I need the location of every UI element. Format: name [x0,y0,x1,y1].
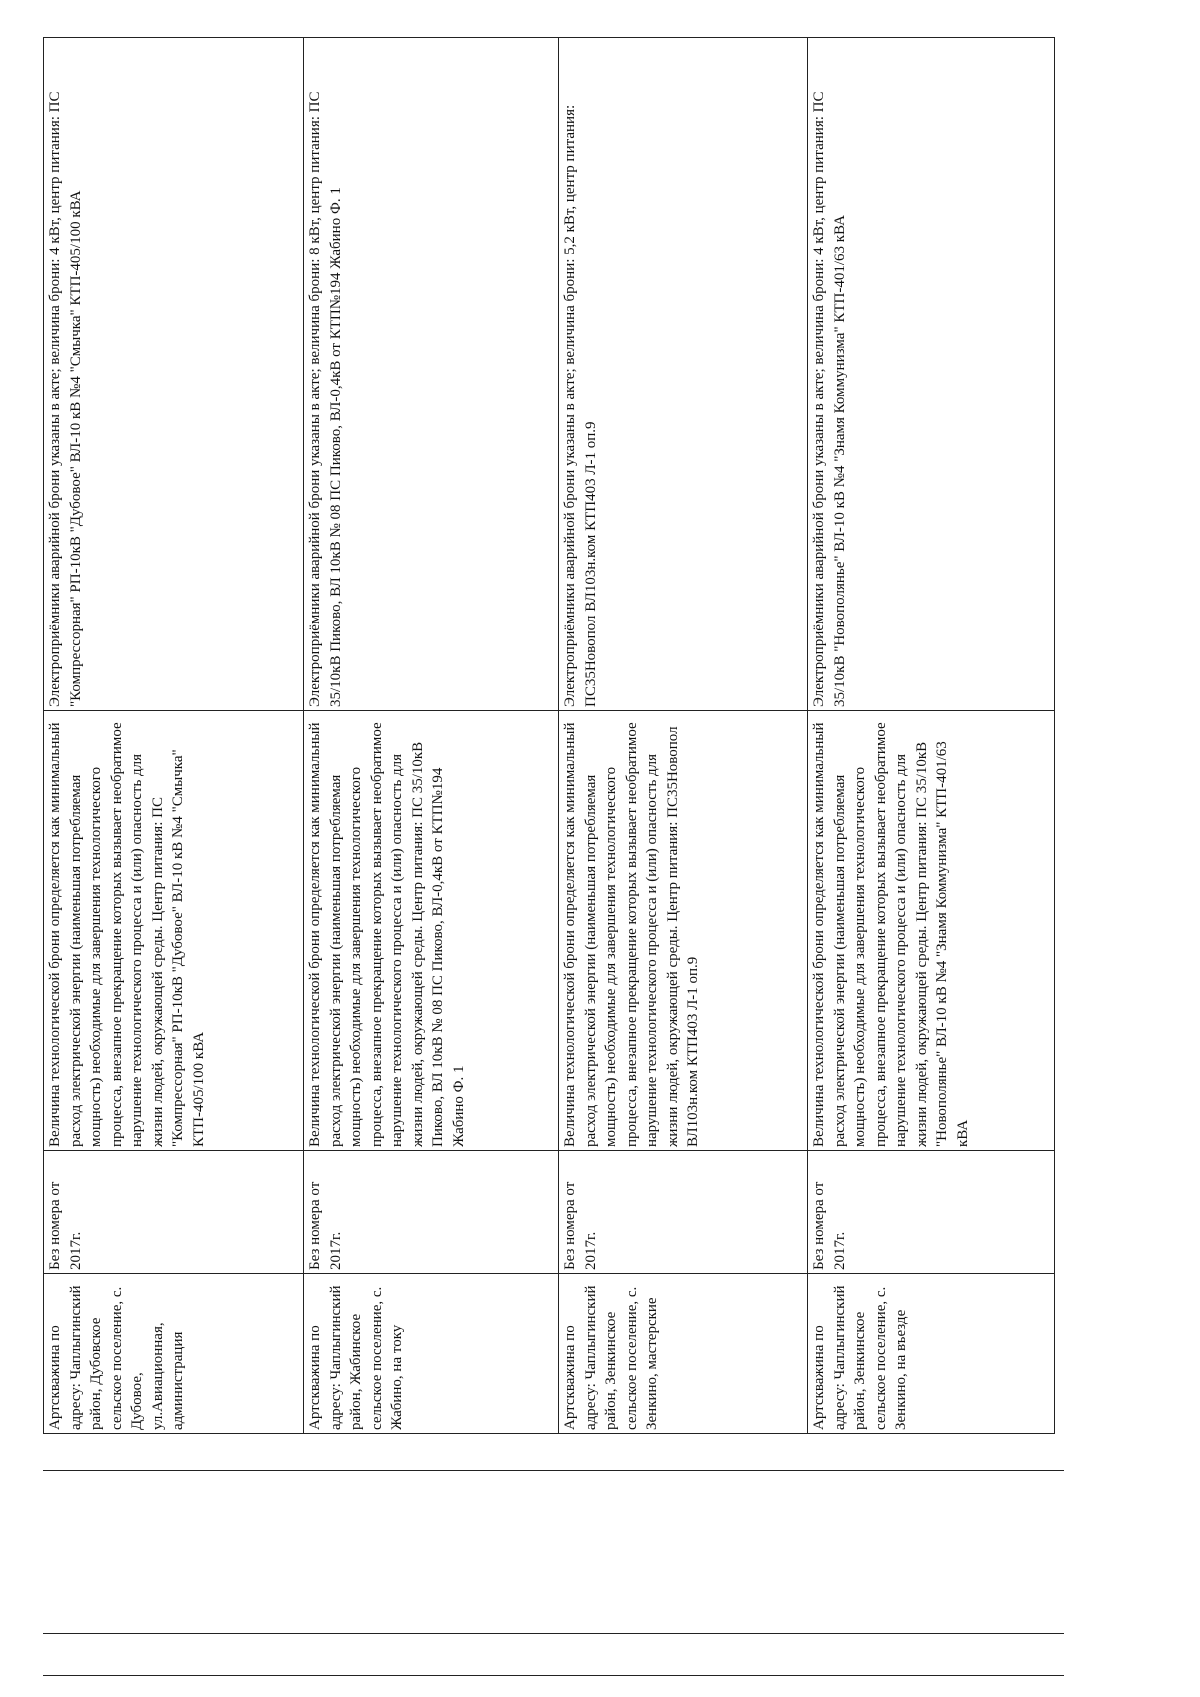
rotated-page [43,38,1063,1434]
document-cell: Без номера от 2017г. [559,1151,808,1274]
document-cell: Без номера от 2017г. [304,1151,559,1274]
table-row [808,38,1055,1434]
object-cell: Артскважина по адресу: Чаплыгинский район, Зенкинское сельское поселение, с. Зенкино, на въезде [808,1274,1055,1434]
horizontal-rule [43,1675,1064,1676]
horizontal-rule [43,1633,1064,1634]
table-row [44,38,304,1434]
emergency-reserve-cell: Электроприёмники аварийной брони указаны в акте; величина брони: 4 кВт, центр питания: ПС "Компрессорная" РП-10кВ "Дубовое" ВЛ-10 кВ №4 "Смычка" КТП-405/100 кВА [44,38,304,711]
object-cell: Артскважина по адресу: Чаплыгинский район, Жабинское сельское поселение, с. Жабино, на току [304,1274,559,1434]
document-cell: Без номера от 2017г. [44,1151,304,1274]
table-row [304,38,559,1434]
tech-reserve-cell: Величина технологической брони определяется как минимальный расход электрической энергии (наименьшая потребляемая мощность) необходимые для завершения технологического процесса, внезапное прекращение которых вызывает необратимое нарушение технологического процесса и (или) опасность для жизни людей, окружающей среды. Центр питания: ПС 35/10кВ Пиково, ВЛ 10кВ № 08 ПС Пиково, ВЛ-0,4кВ от КТП№194 Жабино Ф. 1 [304,711,559,1151]
tech-reserve-cell: Величина технологической брони определяется как минимальный расход электрической энергии (наименьшая потребляемая мощность) необходимые для завершения технологического процесса, внезапное прекращение которых вызывает необратимое нарушение технологического процесса и (или) опасность для жизни людей, окружающей среды. Центр питания: ПС "Компрессорная" РП-10кВ "Дубовое" ВЛ-10 кВ №4 "Смычка" КТП-405/100 кВА [44,711,304,1151]
object-cell: Артскважина по адресу: Чаплыгинский район, Зенкинское сельское поселение, с. Зенкино, мастерские [559,1274,808,1434]
horizontal-rule [43,1470,1064,1471]
tech-reserve-cell: Величина технологической брони определяется как минимальный расход электрической энергии (наименьшая потребляемая мощность) необходимые для завершения технологического процесса, внезапное прекращение которых вызывает необратимое нарушение технологического процесса и (или) опасность для жизни людей, окружающей среды. Центр питания: ПС35Новопол ВЛ103н.ком КТП403 Л-1 оп.9 [559,711,808,1151]
emergency-reserve-cell: Электроприёмники аварийной брони указаны в акте; величина брони: 5,2 кВт, центр питания: ПС35Новопол ВЛ103н.ком КТП403 Л-1 оп.9 [559,38,808,711]
document-cell: Без номера от 2017г. [808,1151,1055,1274]
tech-reserve-cell: Величина технологической брони определяется как минимальный расход электрической энергии (наименьшая потребляемая мощность) необходимые для завершения технологического процесса, внезапное прекращение которых вызывает необратимое нарушение технологического процесса и (или) опасность для жизни людей, окружающей среды. Центр питания: ПС 35/10кВ "Новополянье" ВЛ-10 кВ №4 "Знамя Коммунизма" КТП-401/63 кВА [808,711,1055,1151]
object-cell: Артскважина по адресу: Чаплыгинский район, Дубовское сельское поселение, с. Дубовое, ул.Авиационная, администрация [44,1274,304,1434]
emergency-reserve-cell: Электроприёмники аварийной брони указаны в акте; величина брони: 8 кВт, центр питания: ПС 35/10кВ Пиково, ВЛ 10кВ № 08 ПС Пиково, ВЛ-0,4кВ от КТП№194 Жабино Ф. 1 [304,38,559,711]
table-row [559,38,808,1434]
emergency-reserve-cell: Электроприёмники аварийной брони указаны в акте; величина брони: 4 кВт, центр питания: ПС 35/10кВ "Новополянье" ВЛ-10 кВ №4 "Знамя Коммунизма" КТП-401/63 кВА [808,38,1055,711]
reservation-table [43,37,1055,1434]
